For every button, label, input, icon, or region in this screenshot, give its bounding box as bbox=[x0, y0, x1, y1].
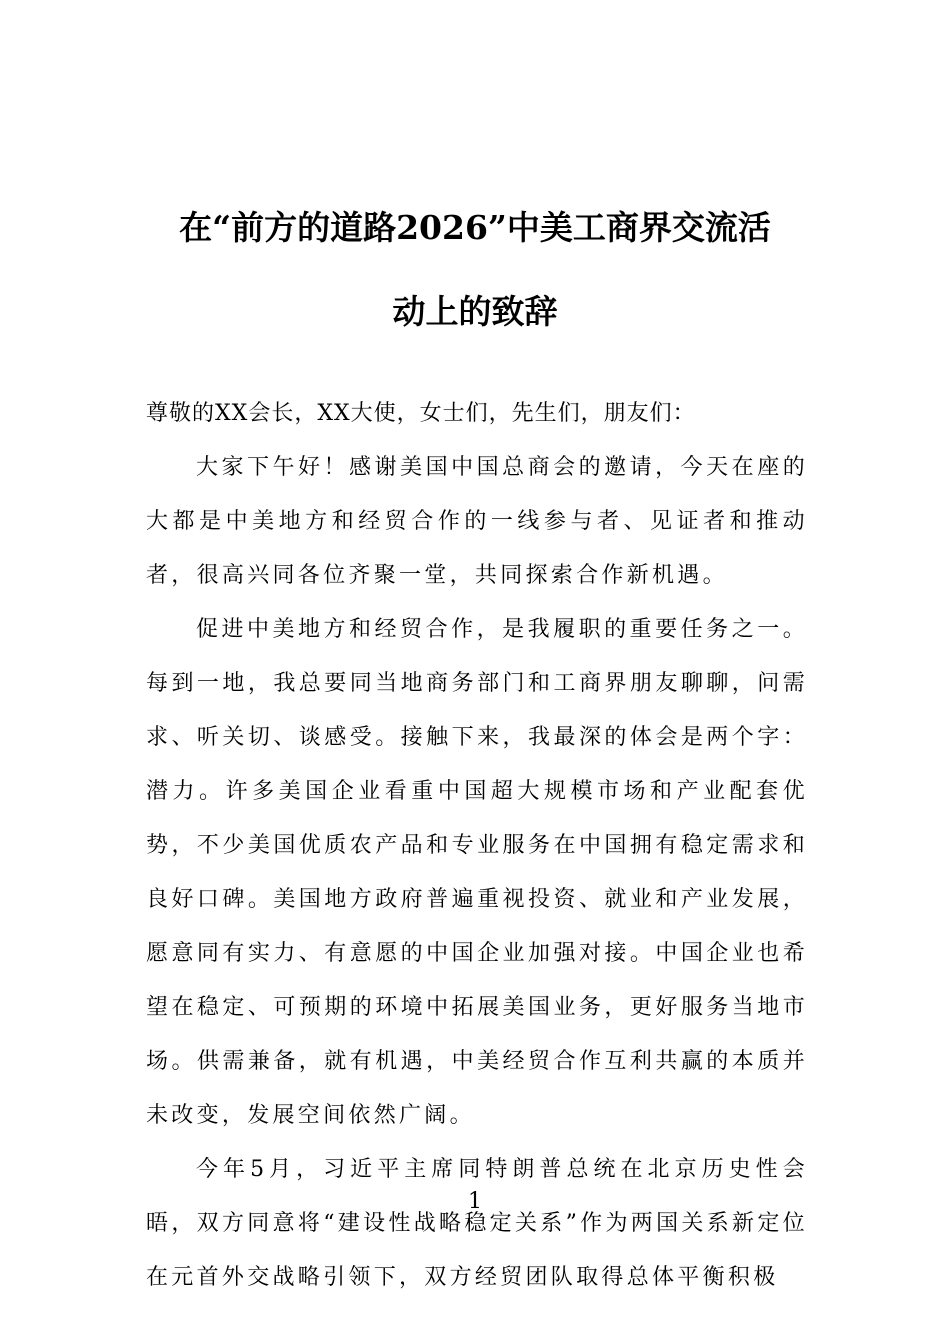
paragraph-1: 大家下午好！感谢美国中国总商会的邀请，今天在座的大都是中美地方和经贸合作的一线参与者、见证者和推动者，很高兴同各位齐聚一堂，共同探索合作新机遇。 bbox=[146, 455, 808, 588]
paragraph-2: 促进中美地方和经贸合作，是我履职的重要任务之一。每到一地，我总要同当地商务部门和工商界朋友聊聊，问需求、听关切、谈感受。接触下来，我最深的体会是两个字：潜力。许多美国企业看重中国超大规模市场和产业配套优势，不少美国优质农产品和专业服务在中国拥有稳定需求和良好口碑。美国地方政府普遍重视投资、就业和产业发展，愿意同有实力、有意愿的中国企业加强对接。中国企业也希望在稳定、可预期的环境中拓展美国业务，更好服务当地市场。供需兼备，就有机遇，中美经贸合作互利共赢的本质并未改变，发展空间依然广阔。 bbox=[146, 617, 808, 1128]
page-number: 1 bbox=[468, 1189, 482, 1214]
document-body bbox=[146, 387, 808, 1305]
document-title bbox=[140, 186, 810, 354]
title-line-1: 在“前方的道路2026”中美工商界交流活 bbox=[179, 208, 771, 247]
title-line-2: 动上的致辞 bbox=[392, 292, 558, 331]
salutation: 尊敬的XX会长，XX大使，女士们，先生们，朋友们： bbox=[146, 401, 696, 426]
paragraph-3: 今年5月，习近平主席同特朗普总统在北京历史性会晤，双方同意将“建设性战略稳定关系”作为两国关系新定位在元首外交战略引领下，双方经贸团队取得总体平衡积极 bbox=[146, 1157, 808, 1290]
